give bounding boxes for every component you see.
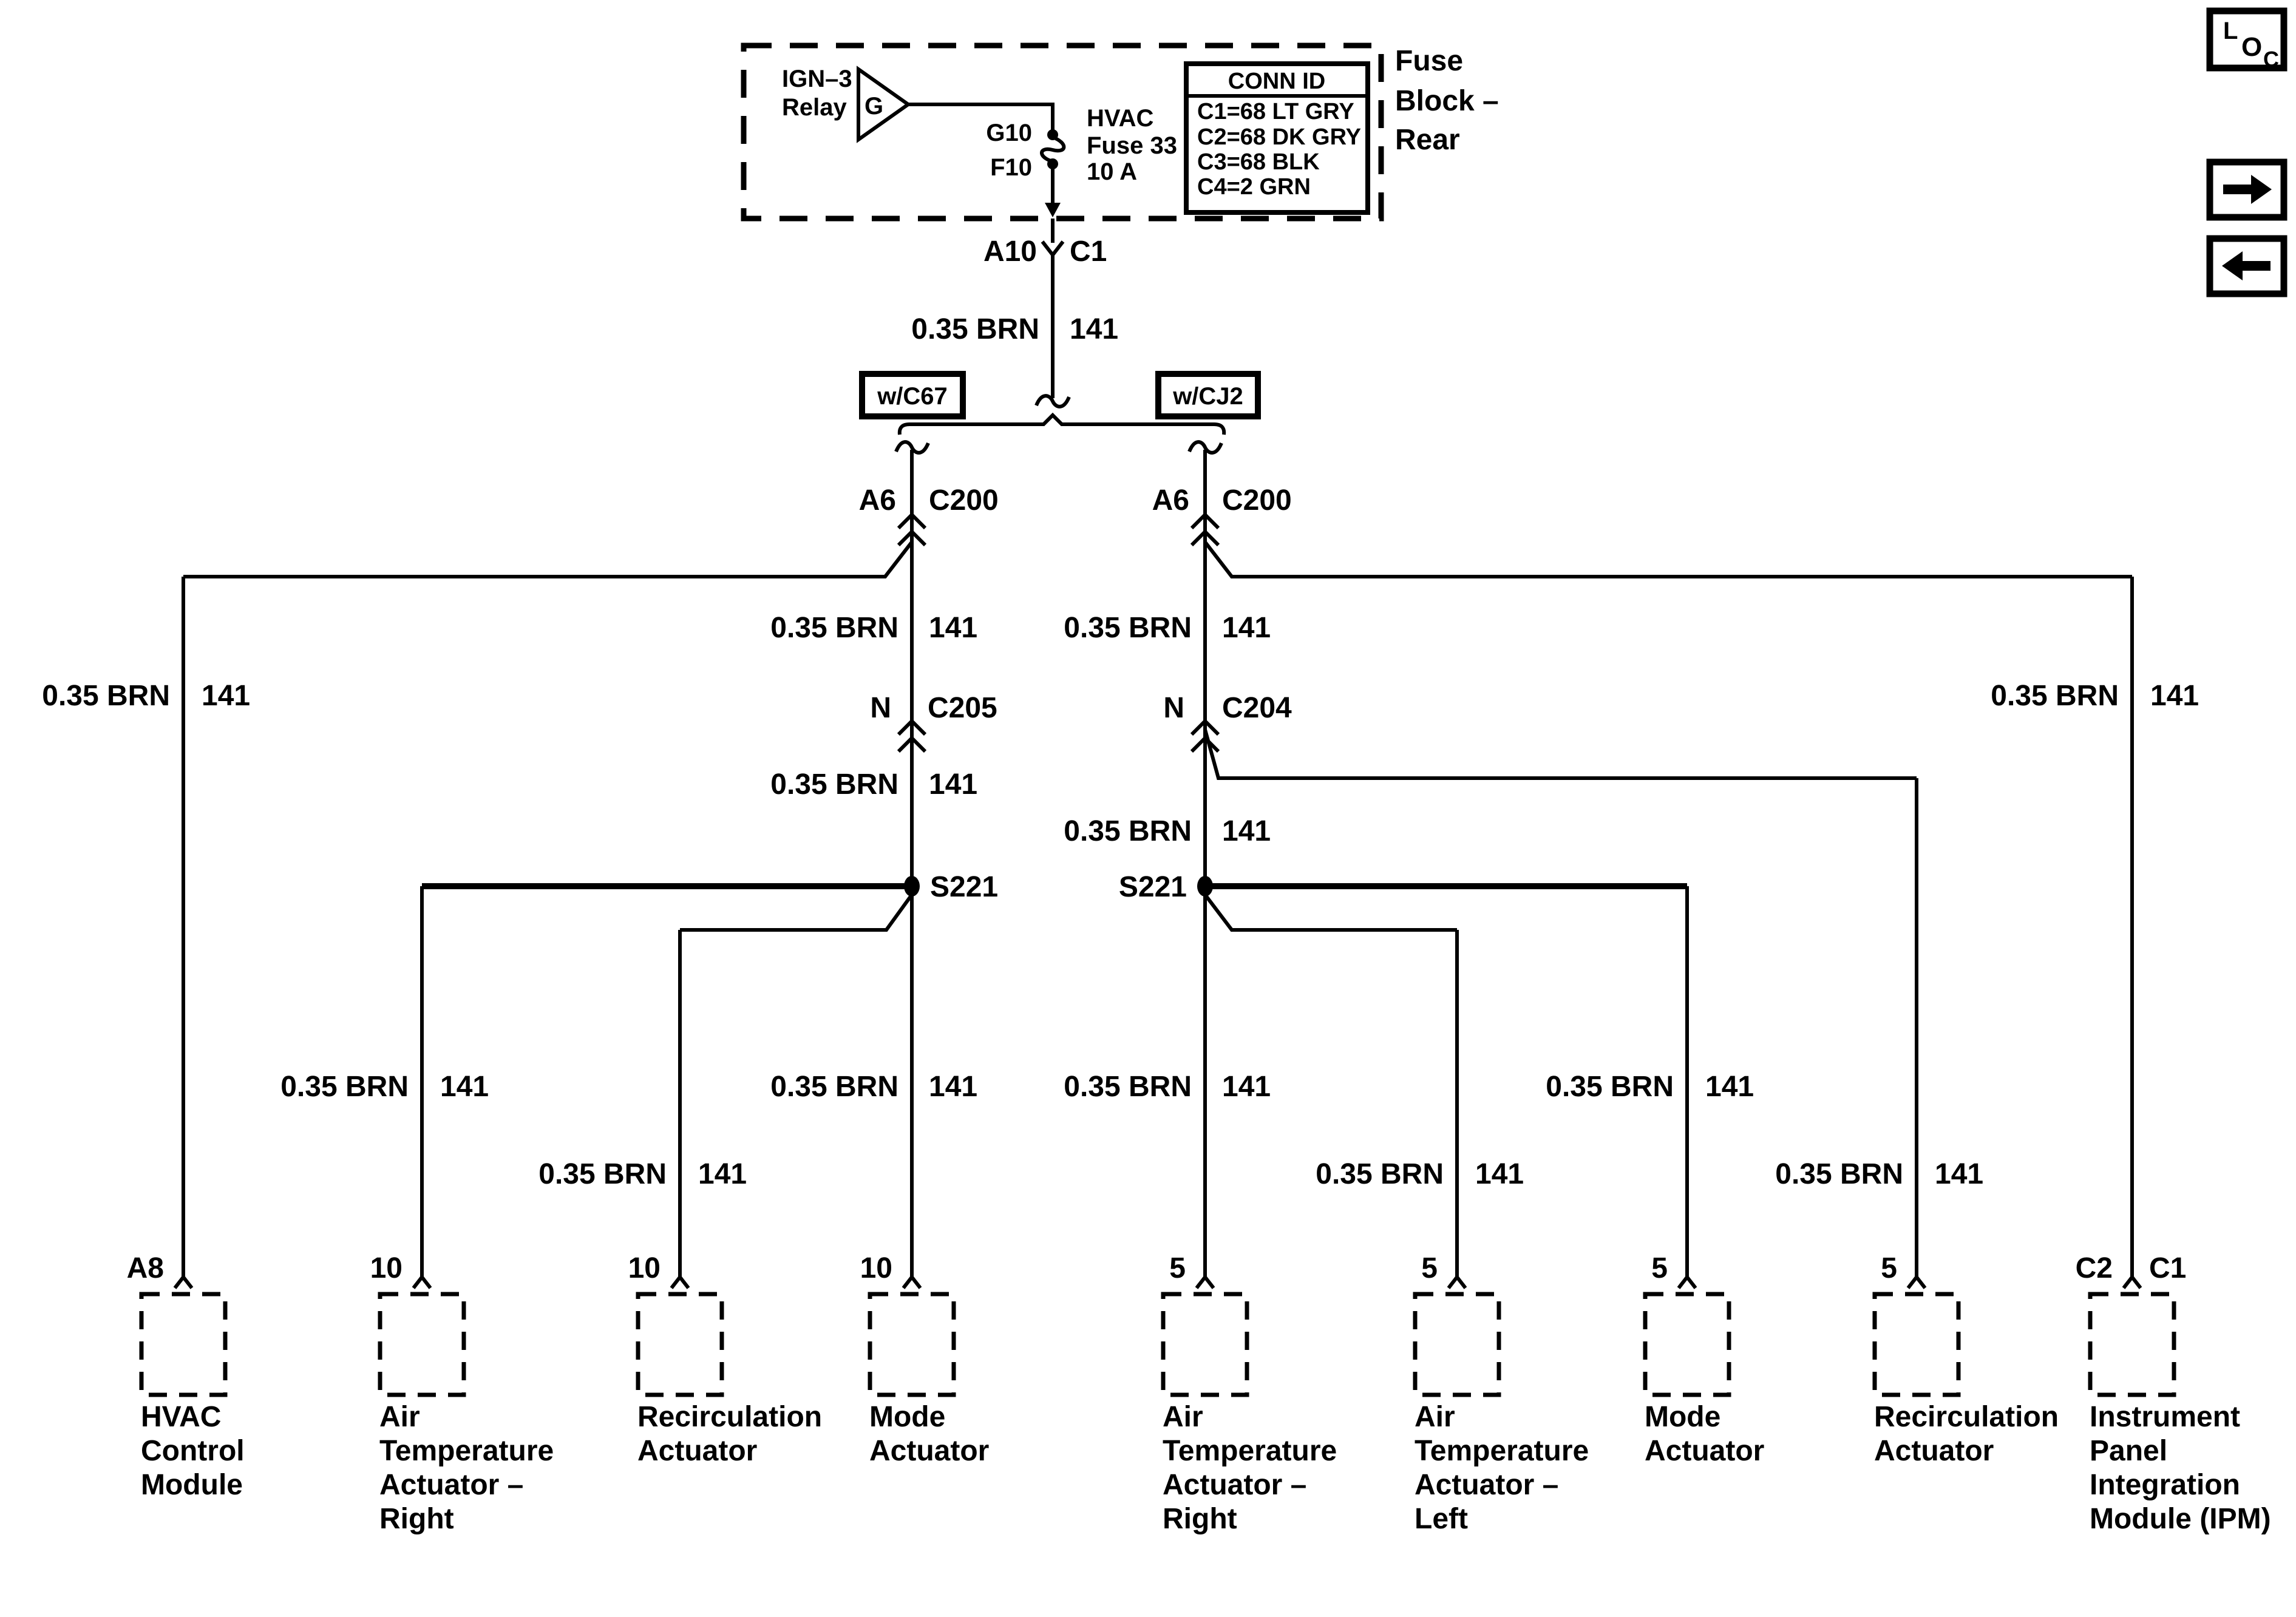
- component-hvac-control-module: [127, 1252, 245, 1501]
- connector-left-c200: [859, 484, 999, 545]
- component-name-line: Control: [141, 1435, 245, 1467]
- connector-y-icon: [1042, 242, 1063, 255]
- fuse-block-label-line1: Fuse: [1395, 45, 1464, 77]
- component-pin-right: C1: [2149, 1252, 2187, 1284]
- component-pin: 10: [628, 1252, 661, 1284]
- component-name-line: Recirculation: [637, 1401, 823, 1433]
- fuse-output-arrowhead: [1045, 203, 1061, 217]
- right-c200-pin: A6: [1152, 484, 1189, 517]
- c204-id: C204: [1222, 692, 1292, 724]
- connector-chevron-icon: [1908, 1277, 1925, 1288]
- wire-circuit-label: 141: [698, 1158, 747, 1190]
- loc-button[interactable]: [2210, 11, 2284, 72]
- connector-chevron-icon: [1197, 1277, 1214, 1288]
- connector-chevron-icon: [175, 1277, 192, 1288]
- connector-chevron-icon: [671, 1277, 688, 1288]
- wire-gauge-label: 0.35 BRN: [770, 768, 898, 801]
- c204-pin: N: [1163, 692, 1184, 724]
- feed-wire-gauge: 0.35 BRN: [911, 313, 1039, 345]
- fuse-element-icon: [1042, 137, 1064, 161]
- c205-pin: N: [870, 692, 891, 724]
- feed-connector-c1: [862, 219, 1258, 453]
- splice-s221-right: [1119, 871, 1213, 903]
- fuse-cavity-bottom-label: F10: [990, 154, 1032, 181]
- splice-dot: [1197, 876, 1213, 897]
- fuse-cavity-top-label: G10: [986, 120, 1032, 146]
- component-name-line: Actuator: [1645, 1435, 1765, 1467]
- wire-circuit-label: 141: [929, 612, 978, 644]
- c205-id: C205: [928, 692, 997, 724]
- component-pin: 5: [1651, 1252, 1668, 1284]
- component-dashed-box: [1415, 1294, 1499, 1395]
- connector-c205: [870, 692, 997, 751]
- component-recirculation-actuator-1: [628, 1252, 822, 1467]
- component-name-line: Actuator: [1874, 1435, 1994, 1467]
- component-name-line: Actuator –: [379, 1469, 524, 1501]
- component-recirculation-actuator-2: [1874, 1252, 2059, 1467]
- component-name-line: Mode: [1645, 1401, 1721, 1433]
- branch-s221-left-to-recirculation: [680, 895, 912, 930]
- connector-chevron-icon: [1449, 1277, 1466, 1288]
- right-c200-id: C200: [1222, 484, 1292, 517]
- fuse-name-line3: 10 A: [1087, 158, 1138, 185]
- wire-gauge-label: 0.35 BRN: [1316, 1158, 1444, 1190]
- component-pin: A8: [126, 1252, 164, 1284]
- component-pin: 10: [860, 1252, 892, 1284]
- component-name-line: Module: [141, 1469, 243, 1501]
- component-pin: 5: [1169, 1252, 1186, 1284]
- feed-pin-right: C1: [1070, 236, 1107, 268]
- component-dashed-box: [1645, 1294, 1729, 1395]
- splice-s221-left: [904, 871, 998, 903]
- harness-tag-left-label: w/C67: [877, 383, 948, 410]
- wire-circuit-label: 141: [929, 768, 978, 801]
- component-name-line: Air: [1415, 1401, 1455, 1433]
- conn-id-table: [1186, 64, 1368, 212]
- fuse-name-line1: HVAC: [1087, 105, 1154, 132]
- component-dashed-box: [638, 1294, 722, 1395]
- loc-letter-l: L: [2223, 18, 2238, 44]
- component-air-temp-actuator-right-2: [1163, 1252, 1337, 1535]
- splice-left-label: S221: [930, 871, 999, 903]
- component-dashed-box: [380, 1294, 464, 1395]
- wire-gauge-label: 0.35 BRN: [1064, 612, 1192, 644]
- component-name-line: Module (IPM): [2090, 1503, 2271, 1535]
- wire-circuit-label: 141: [1705, 1071, 1754, 1103]
- component-name-line: Recirculation: [1874, 1401, 2059, 1433]
- component-name-line: Right: [379, 1503, 454, 1535]
- component-name-line: Right: [1163, 1503, 1237, 1535]
- wire-gauge-label: 0.35 BRN: [1064, 1071, 1192, 1103]
- conn-id-header: CONN ID: [1228, 69, 1326, 94]
- feed-wire-circuit: 141: [1070, 313, 1119, 345]
- loc-letter-c: C: [2263, 47, 2279, 72]
- branch-s221-right-to-air-temp-left: [1205, 895, 1457, 930]
- component-name-line: Temperature: [1415, 1435, 1589, 1467]
- wire-circuit-label: 141: [1222, 612, 1271, 644]
- wire-circuit-label: 141: [1222, 1071, 1271, 1103]
- wire-circuit-label: 141: [929, 1071, 978, 1103]
- wire-gauge-label: 0.35 BRN: [280, 1071, 409, 1103]
- component-dashed-box: [1163, 1294, 1247, 1395]
- component-pin: 10: [370, 1252, 402, 1284]
- harness-tag-wcj2: [1158, 374, 1258, 416]
- wire-circuit-label: 141: [440, 1071, 489, 1103]
- connector-c204: [1163, 692, 1292, 751]
- component-instrument-panel-integration-module: [2076, 1252, 2271, 1535]
- conn-id-row-2: C2=68 DK GRY: [1197, 124, 1361, 150]
- wire-gauge-label: 0.35 BRN: [770, 1071, 898, 1103]
- component-dashed-box: [870, 1294, 954, 1395]
- wire-circuit-label: 141: [1475, 1158, 1524, 1190]
- component-name-line: Instrument: [2090, 1401, 2241, 1433]
- wire-circuit-label: 141: [1222, 815, 1271, 847]
- conn-id-row-1: C1=68 LT GRY: [1197, 99, 1354, 124]
- component-name-line: Temperature: [379, 1435, 554, 1467]
- wire-gauge-label: 0.35 BRN: [770, 612, 898, 644]
- connector-chevron-icon: [1679, 1277, 1696, 1288]
- fuse-name-line2: Fuse 33: [1087, 132, 1177, 159]
- connector-chevron-icon: [903, 1277, 920, 1288]
- harness-tag-wc67: [862, 374, 963, 416]
- left-arrow-icon: [2241, 261, 2271, 271]
- wire-gauge-label: 0.35 BRN: [538, 1158, 667, 1190]
- conn-id-row-3: C3=68 BLK: [1197, 149, 1320, 175]
- component-name-line: Air: [379, 1401, 420, 1433]
- component-mode-actuator-1: [860, 1252, 990, 1467]
- wire-gauge-label: 0.35 BRN: [1775, 1158, 1903, 1190]
- component-name-line: Temperature: [1163, 1435, 1337, 1467]
- component-name-line: Integration: [2090, 1469, 2240, 1501]
- wire-gauge-label: 0.35 BRN: [1064, 815, 1192, 847]
- component-air-temp-actuator-left: [1415, 1252, 1589, 1535]
- component-name-line: Air: [1163, 1401, 1203, 1433]
- wire-circuit-label: 141: [202, 680, 251, 712]
- wires: [183, 450, 2132, 1278]
- component-name-line: Actuator –: [1415, 1469, 1559, 1501]
- connector-right-c200: [1152, 484, 1292, 545]
- right-arrow-icon: [2223, 185, 2252, 194]
- component-name-line: Actuator –: [1163, 1469, 1307, 1501]
- component-name-line: Actuator: [637, 1435, 758, 1467]
- conn-id-row-4: C4=2 GRN: [1197, 174, 1311, 200]
- left-c200-pin: A6: [858, 484, 896, 517]
- wire-circuit-label: 141: [2150, 680, 2199, 712]
- wire-gauge-label: 0.35 BRN: [1991, 680, 2119, 712]
- wire-circuit-label: 141: [1935, 1158, 1984, 1190]
- nav-icons: [2210, 11, 2284, 294]
- component-pin: 5: [1421, 1252, 1438, 1284]
- relay-name-line2: Relay: [782, 94, 847, 121]
- component-name-line: Mode: [869, 1401, 946, 1433]
- component-pin: C2: [2075, 1252, 2113, 1284]
- feed-pin-left: A10: [983, 236, 1037, 268]
- component-mode-actuator-2: [1645, 1252, 1764, 1467]
- branch-left-c200-to-hvac: [183, 542, 912, 577]
- component-dashed-box: [1875, 1294, 1958, 1395]
- component-pin: 5: [1881, 1252, 1897, 1284]
- component-dashed-box: [141, 1294, 225, 1395]
- component-dashed-box: [2090, 1294, 2174, 1395]
- connector-chevron-icon: [413, 1277, 430, 1288]
- branch-right-c200-to-ipm: [1205, 542, 2132, 577]
- fuse-block-label-line3: Rear: [1395, 124, 1460, 156]
- connector-chevron-icon: [2124, 1277, 2141, 1288]
- relay-name-line1: IGN–3: [782, 66, 852, 92]
- harness-tag-right-label: w/CJ2: [1173, 383, 1243, 410]
- wire-gauge-label: 0.35 BRN: [42, 680, 170, 712]
- component-air-temp-actuator-right-1: [370, 1252, 554, 1535]
- branch-c204-to-recirculation-right: [1205, 730, 1917, 778]
- next-page-button[interactable]: [2210, 162, 2284, 217]
- relay-terminal-label: G: [864, 93, 884, 120]
- loc-letter-o: O: [2241, 32, 2263, 62]
- component-name-line: Panel: [2090, 1435, 2168, 1467]
- component-name-line: HVAC: [141, 1401, 222, 1433]
- component-name-line: Actuator: [869, 1435, 990, 1467]
- previous-page-button[interactable]: [2210, 239, 2284, 294]
- fuse-block-rear: [744, 45, 1499, 219]
- component-name-line: Left: [1415, 1503, 1468, 1535]
- splice-dot: [904, 876, 920, 897]
- left-c200-id: C200: [929, 484, 999, 517]
- wire-gauge-label: 0.35 BRN: [1546, 1071, 1674, 1103]
- fuse-block-label-line2: Block –: [1395, 85, 1499, 117]
- splice-right-label: S221: [1118, 871, 1187, 903]
